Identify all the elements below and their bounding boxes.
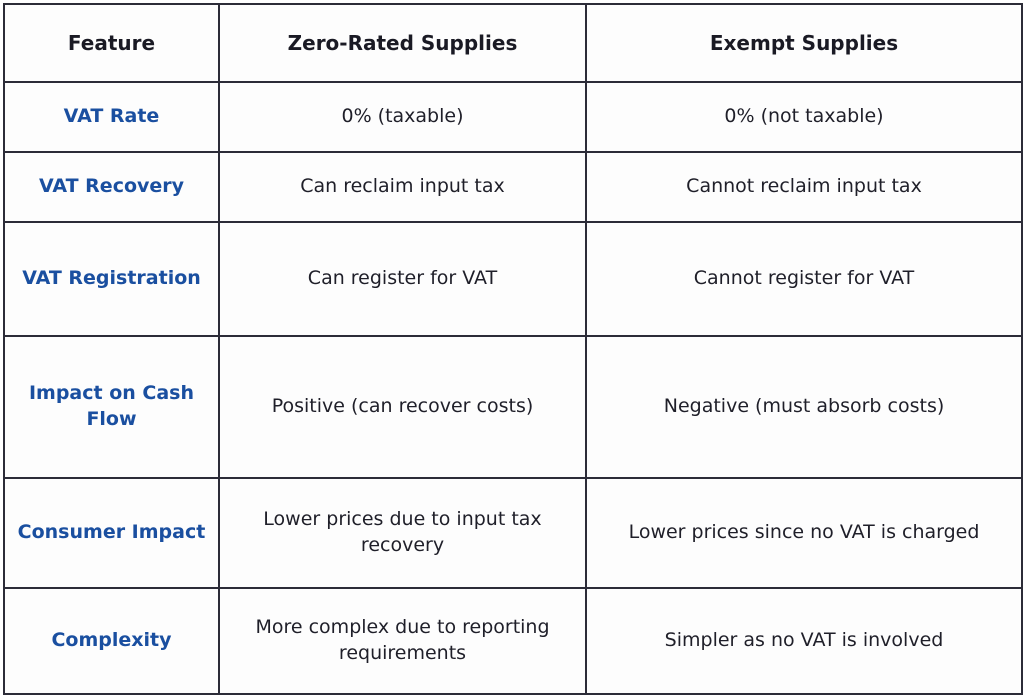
row-header-label: Impact on Cash Flow [28,382,195,430]
table-row [4,222,1022,336]
row-header-label: Consumer Impact [17,521,206,544]
cell-exempt-vat-rate: 0% (not taxable) [586,82,1022,152]
table-body [4,82,1022,694]
row-header-impact-on-cash-flow [4,336,219,478]
row-header-vat-registration [4,222,219,336]
row-header-label: VAT Rate [63,105,160,128]
cell-zero-rated-vat-registration: Can register for VAT [219,222,586,336]
table-row [4,336,1022,478]
row-header-consumer-impact [4,478,219,588]
column-header-feature: Feature [4,4,219,82]
column-header-zero-rated: Zero-Rated Supplies [219,4,586,82]
cell-exempt-consumer-impact: Lower prices since no VAT is charged [586,478,1022,588]
cell-exempt-complexity: Simpler as no VAT is involved [586,588,1022,694]
vat-comparison-table [3,3,1023,695]
row-header-label: Complexity [51,629,172,652]
cell-zero-rated-consumer-impact: Lower prices due to input tax recovery [219,478,586,588]
row-header-complexity [4,588,219,694]
cell-zero-rated-complexity: More complex due to reporting requirements [219,588,586,694]
cell-exempt-impact-on-cash-flow: Negative (must absorb costs) [586,336,1022,478]
cell-exempt-vat-recovery: Cannot reclaim input tax [586,152,1022,222]
row-header-label: VAT Recovery [38,175,185,198]
row-header-vat-rate [4,82,219,152]
comparison-table-page [0,3,1024,664]
cell-zero-rated-vat-rate: 0% (taxable) [219,82,586,152]
table-header-row [4,4,1022,82]
row-header-label: VAT Registration [22,267,201,290]
table-row [4,82,1022,152]
cell-zero-rated-vat-recovery: Can reclaim input tax [219,152,586,222]
cell-zero-rated-impact-on-cash-flow: Positive (can recover costs) [219,336,586,478]
table-header [4,4,1022,82]
table-row [4,588,1022,694]
table-row [4,478,1022,588]
row-header-vat-recovery [4,152,219,222]
table-row [4,152,1022,222]
column-header-exempt: Exempt Supplies [586,4,1022,82]
cell-exempt-vat-registration: Cannot register for VAT [586,222,1022,336]
